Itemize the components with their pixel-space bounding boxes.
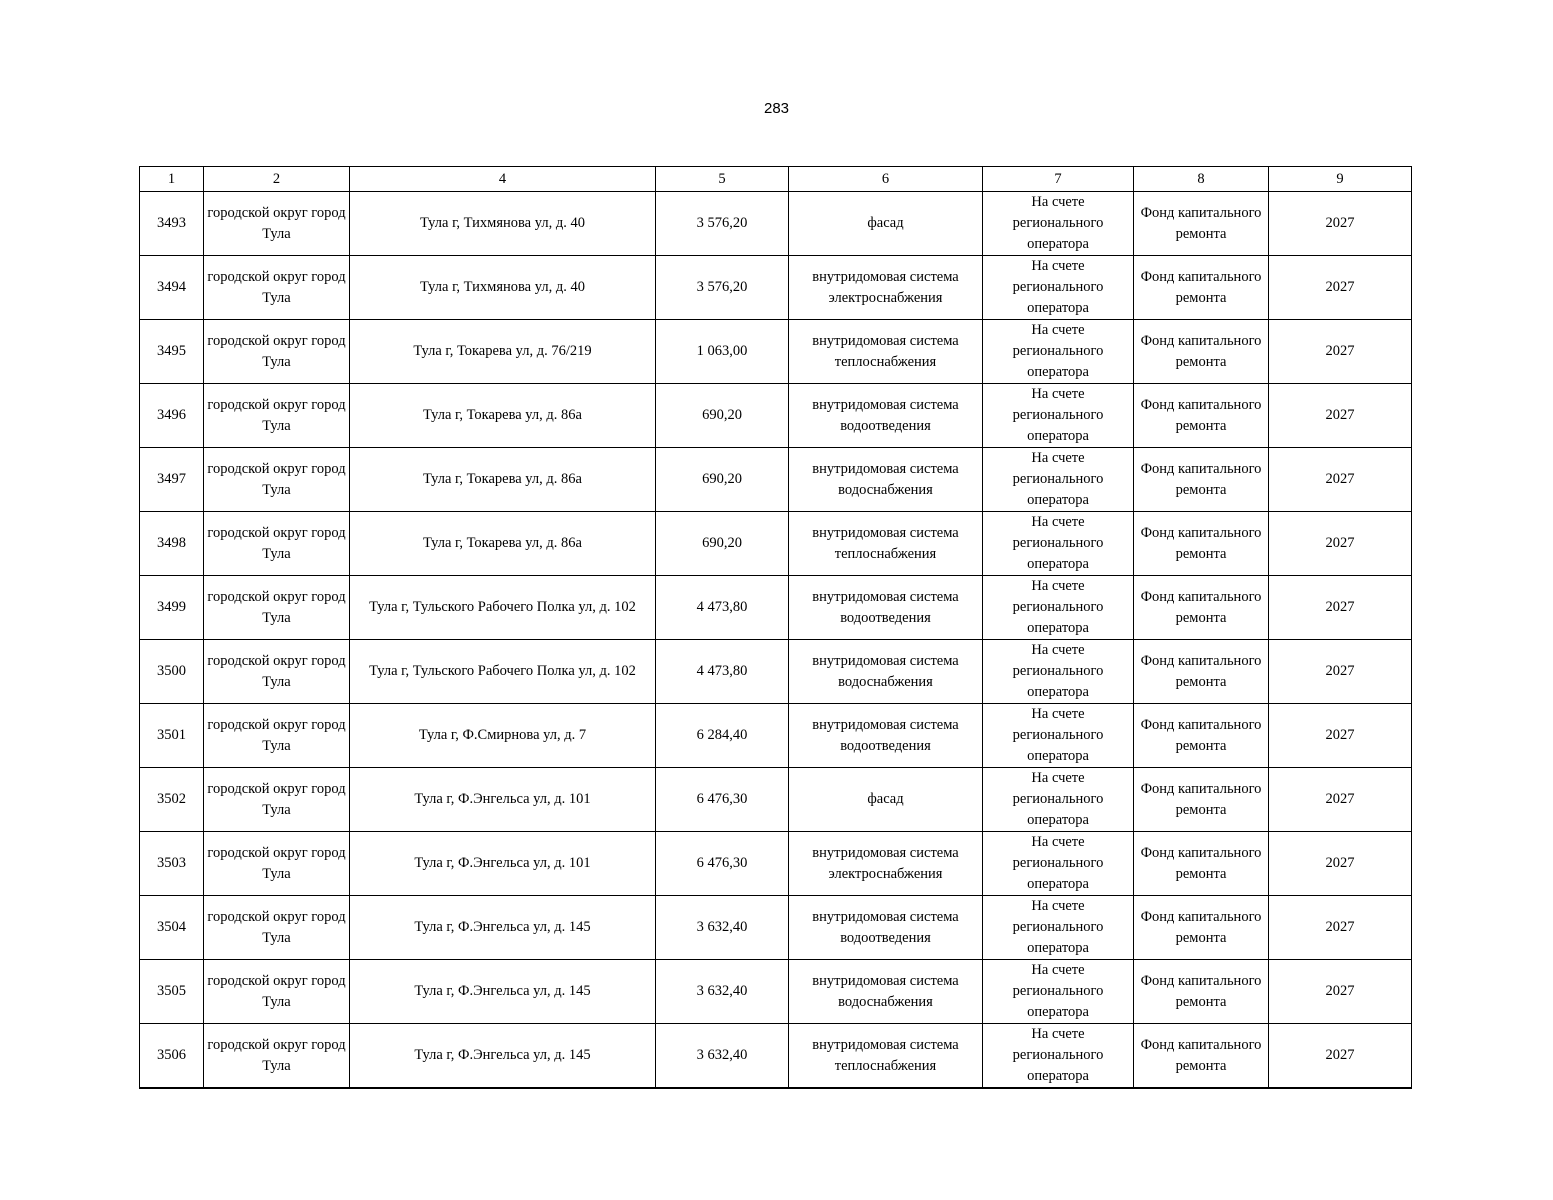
fund-cell: Фонд капитального ремонта — [1134, 640, 1269, 704]
row-number-cell: 3505 — [140, 960, 204, 1024]
district-cell: городской округ город Тула — [204, 320, 350, 384]
account-cell: На счете регионального оператора — [983, 256, 1134, 320]
row-number-cell: 3504 — [140, 896, 204, 960]
work-type-cell: внутридомовая система водоснабжения — [789, 640, 983, 704]
account-cell: На счете регионального оператора — [983, 704, 1134, 768]
area-cell: 3 576,20 — [656, 256, 789, 320]
row-number-cell: 3494 — [140, 256, 204, 320]
column-header: 2 — [204, 167, 350, 192]
row-number-cell: 3497 — [140, 448, 204, 512]
work-type-cell: внутридомовая система теплоснабжения — [789, 512, 983, 576]
work-type-cell: фасад — [789, 192, 983, 256]
column-header: 5 — [656, 167, 789, 192]
account-cell: На счете регионального оператора — [983, 192, 1134, 256]
area-cell: 3 632,40 — [656, 1024, 789, 1089]
district-cell: городской округ город Тула — [204, 192, 350, 256]
column-header: 1 — [140, 167, 204, 192]
table-row — [140, 896, 1412, 960]
district-cell: городской округ город Тула — [204, 576, 350, 640]
work-type-cell: внутридомовая система теплоснабжения — [789, 320, 983, 384]
table-row — [140, 192, 1412, 256]
area-cell: 6 476,30 — [656, 768, 789, 832]
address-cell: Тула г, Тихмянова ул, д. 40 — [350, 192, 656, 256]
work-type-cell: фасад — [789, 768, 983, 832]
row-number-cell: 3499 — [140, 576, 204, 640]
table-row — [140, 320, 1412, 384]
row-number-cell: 3500 — [140, 640, 204, 704]
district-cell: городской округ город Тула — [204, 768, 350, 832]
row-number-cell: 3506 — [140, 1024, 204, 1089]
address-cell: Тула г, Тульского Рабочего Полка ул, д. 102 — [350, 640, 656, 704]
fund-cell: Фонд капитального ремонта — [1134, 704, 1269, 768]
table-row — [140, 576, 1412, 640]
work-type-cell: внутридомовая система электроснабжения — [789, 832, 983, 896]
district-cell: городской округ город Тула — [204, 384, 350, 448]
year-cell: 2027 — [1269, 320, 1412, 384]
fund-cell: Фонд капитального ремонта — [1134, 512, 1269, 576]
fund-cell: Фонд капитального ремонта — [1134, 448, 1269, 512]
column-header: 8 — [1134, 167, 1269, 192]
area-cell: 1 063,00 — [656, 320, 789, 384]
district-cell: городской округ город Тула — [204, 896, 350, 960]
fund-cell: Фонд капитального ремонта — [1134, 576, 1269, 640]
table-row — [140, 512, 1412, 576]
account-cell: На счете регионального оператора — [983, 768, 1134, 832]
year-cell: 2027 — [1269, 512, 1412, 576]
work-type-cell: внутридомовая система электроснабжения — [789, 256, 983, 320]
fund-cell: Фонд капитального ремонта — [1134, 1024, 1269, 1089]
address-cell: Тула г, Токарева ул, д. 86а — [350, 448, 656, 512]
row-number-cell: 3503 — [140, 832, 204, 896]
account-cell: На счете регионального оператора — [983, 640, 1134, 704]
address-cell: Тула г, Ф.Энгельса ул, д. 101 — [350, 768, 656, 832]
work-type-cell: внутридомовая система водоотведения — [789, 896, 983, 960]
column-header: 9 — [1269, 167, 1412, 192]
fund-cell: Фонд капитального ремонта — [1134, 192, 1269, 256]
area-cell: 690,20 — [656, 384, 789, 448]
area-cell: 3 576,20 — [656, 192, 789, 256]
table-row — [140, 768, 1412, 832]
fund-cell: Фонд капитального ремонта — [1134, 768, 1269, 832]
account-cell: На счете регионального оператора — [983, 1024, 1134, 1089]
fund-cell: Фонд капитального ремонта — [1134, 896, 1269, 960]
year-cell: 2027 — [1269, 448, 1412, 512]
address-cell: Тула г, Токарева ул, д. 86а — [350, 512, 656, 576]
area-cell: 4 473,80 — [656, 640, 789, 704]
year-cell: 2027 — [1269, 768, 1412, 832]
address-cell: Тула г, Ф.Энгельса ул, д. 145 — [350, 896, 656, 960]
account-cell: На счете регионального оператора — [983, 576, 1134, 640]
year-cell: 2027 — [1269, 896, 1412, 960]
column-header: 4 — [350, 167, 656, 192]
fund-cell: Фонд капитального ремонта — [1134, 832, 1269, 896]
district-cell: городской округ город Тула — [204, 448, 350, 512]
row-number-cell: 3501 — [140, 704, 204, 768]
district-cell: городской округ город Тула — [204, 832, 350, 896]
table-row — [140, 960, 1412, 1024]
registry-table — [139, 166, 1412, 1089]
fund-cell: Фонд капитального ремонта — [1134, 384, 1269, 448]
area-cell: 6 476,30 — [656, 832, 789, 896]
year-cell: 2027 — [1269, 1024, 1412, 1089]
fund-cell: Фонд капитального ремонта — [1134, 960, 1269, 1024]
page-number: 283 — [763, 100, 790, 117]
area-cell: 4 473,80 — [656, 576, 789, 640]
account-cell: На счете регионального оператора — [983, 320, 1134, 384]
year-cell: 2027 — [1269, 256, 1412, 320]
table-row — [140, 1024, 1412, 1089]
year-cell: 2027 — [1269, 192, 1412, 256]
header-row — [140, 167, 1412, 192]
work-type-cell: внутридомовая система водоотведения — [789, 576, 983, 640]
column-header: 6 — [789, 167, 983, 192]
row-number-cell: 3502 — [140, 768, 204, 832]
address-cell: Тула г, Токарева ул, д. 76/219 — [350, 320, 656, 384]
address-cell: Тула г, Ф.Энгельса ул, д. 101 — [350, 832, 656, 896]
year-cell: 2027 — [1269, 640, 1412, 704]
year-cell: 2027 — [1269, 704, 1412, 768]
address-cell: Тула г, Ф.Смирнова ул, д. 7 — [350, 704, 656, 768]
work-type-cell: внутридомовая система водоотведения — [789, 384, 983, 448]
row-number-cell: 3496 — [140, 384, 204, 448]
district-cell: городской округ город Тула — [204, 640, 350, 704]
address-cell: Тула г, Тихмянова ул, д. 40 — [350, 256, 656, 320]
address-cell: Тула г, Тульского Рабочего Полка ул, д. 102 — [350, 576, 656, 640]
year-cell: 2027 — [1269, 832, 1412, 896]
work-type-cell: внутридомовая система водоснабжения — [789, 960, 983, 1024]
year-cell: 2027 — [1269, 960, 1412, 1024]
area-cell: 690,20 — [656, 448, 789, 512]
year-cell: 2027 — [1269, 384, 1412, 448]
row-number-cell: 3498 — [140, 512, 204, 576]
address-cell: Тула г, Токарева ул, д. 86а — [350, 384, 656, 448]
account-cell: На счете регионального оператора — [983, 448, 1134, 512]
fund-cell: Фонд капитального ремонта — [1134, 320, 1269, 384]
work-type-cell: внутридомовая система водоотведения — [789, 704, 983, 768]
district-cell: городской округ город Тула — [204, 512, 350, 576]
work-type-cell: внутридомовая система водоснабжения — [789, 448, 983, 512]
district-cell: городской округ город Тула — [204, 256, 350, 320]
area-cell: 3 632,40 — [656, 960, 789, 1024]
account-cell: На счете регионального оператора — [983, 384, 1134, 448]
table-row — [140, 704, 1412, 768]
row-number-cell: 3495 — [140, 320, 204, 384]
area-cell: 3 632,40 — [656, 896, 789, 960]
year-cell: 2027 — [1269, 576, 1412, 640]
area-cell: 6 284,40 — [656, 704, 789, 768]
fund-cell: Фонд капитального ремонта — [1134, 256, 1269, 320]
table-row — [140, 640, 1412, 704]
table-body — [140, 192, 1412, 1089]
table-row — [140, 448, 1412, 512]
area-cell: 690,20 — [656, 512, 789, 576]
account-cell: На счете регионального оператора — [983, 832, 1134, 896]
district-cell: городской округ город Тула — [204, 960, 350, 1024]
table-row — [140, 256, 1412, 320]
work-type-cell: внутридомовая система теплоснабжения — [789, 1024, 983, 1089]
table-row — [140, 832, 1412, 896]
account-cell: На счете регионального оператора — [983, 896, 1134, 960]
account-cell: На счете регионального оператора — [983, 960, 1134, 1024]
district-cell: городской округ город Тула — [204, 1024, 350, 1089]
address-cell: Тула г, Ф.Энгельса ул, д. 145 — [350, 960, 656, 1024]
address-cell: Тула г, Ф.Энгельса ул, д. 145 — [350, 1024, 656, 1089]
row-number-cell: 3493 — [140, 192, 204, 256]
account-cell: На счете регионального оператора — [983, 512, 1134, 576]
district-cell: городской округ город Тула — [204, 704, 350, 768]
table-row — [140, 384, 1412, 448]
column-header: 7 — [983, 167, 1134, 192]
